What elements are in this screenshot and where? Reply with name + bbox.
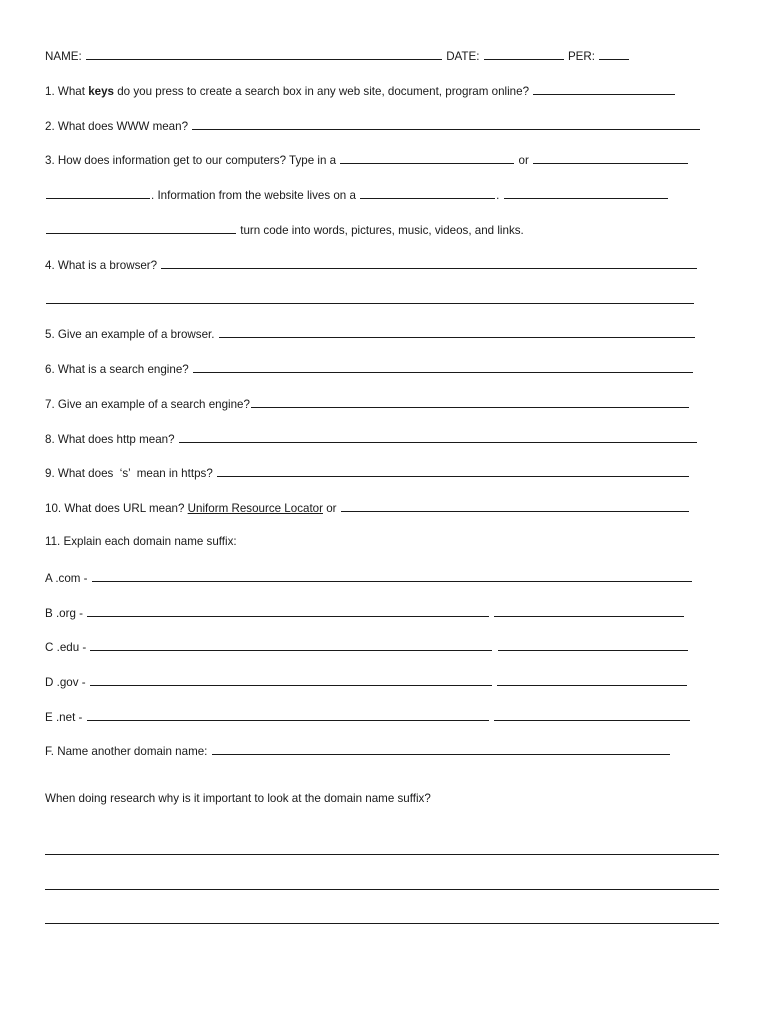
research-blank-2[interactable] xyxy=(45,878,719,890)
question-10 xyxy=(45,500,725,516)
q3-text-a: 3. How does information get to our computers? Type in a xyxy=(45,154,337,167)
suffix-com-blank[interactable] xyxy=(92,570,692,582)
q2-answer-blank[interactable] xyxy=(192,118,700,130)
question-4-cont xyxy=(45,292,725,308)
suffix-gov-blank-2[interactable] xyxy=(497,674,687,686)
suffix-net xyxy=(45,709,725,725)
research-question xyxy=(45,792,725,806)
suffix-org-blank-2[interactable] xyxy=(494,605,684,617)
question-5 xyxy=(45,326,725,342)
research-answer-line-3 xyxy=(45,912,725,928)
question-3-cont xyxy=(45,187,725,203)
q3-blank-1[interactable] xyxy=(340,152,514,164)
research-blank-3[interactable] xyxy=(45,912,719,924)
q6-text: 6. What is a search engine? xyxy=(45,363,189,376)
suffix-org-blank-1[interactable] xyxy=(87,605,489,617)
suffix-com-label: A .com - xyxy=(45,572,88,585)
q3-or: or xyxy=(518,154,529,167)
q3-blank-3[interactable] xyxy=(46,187,150,199)
q9-answer-blank[interactable] xyxy=(217,465,689,477)
question-8 xyxy=(45,431,725,447)
q4-answer-blank[interactable] xyxy=(161,257,697,269)
q5-answer-blank[interactable] xyxy=(219,326,695,338)
q10-or: or xyxy=(326,502,337,515)
suffix-net-blank-2[interactable] xyxy=(494,709,690,721)
q10-answer-blank[interactable] xyxy=(341,500,689,512)
suffix-org-label: B .org - xyxy=(45,607,84,620)
question-3-cont-2 xyxy=(45,222,725,238)
q3-blank-2[interactable] xyxy=(533,152,688,164)
suffix-edu-blank-2[interactable] xyxy=(498,639,688,651)
suffix-com xyxy=(45,570,725,586)
q2-text: 2. What does WWW mean? xyxy=(45,120,189,133)
question-11 xyxy=(45,535,725,549)
suffix-other-label: F. Name another domain name: xyxy=(45,745,208,758)
q6-answer-blank[interactable] xyxy=(193,361,693,373)
suffix-edu xyxy=(45,639,725,655)
q7-answer-blank[interactable] xyxy=(251,396,689,408)
research-question-text: When doing research why is it important to look at the domain name suffix? xyxy=(45,792,431,805)
q1-text-end: do you press to create a search box in any web site, document, program online? xyxy=(117,85,530,98)
suffix-other-blank[interactable] xyxy=(212,743,670,755)
q4-answer-blank-2[interactable] xyxy=(46,292,694,304)
q4-text: 4. What is a browser? xyxy=(45,259,158,272)
per-blank[interactable] xyxy=(599,48,629,60)
date-label: DATE: xyxy=(446,50,480,63)
per-label: PER: xyxy=(567,50,595,63)
header-line xyxy=(45,48,725,64)
q3-blank-6[interactable] xyxy=(46,222,236,234)
suffix-net-blank-1[interactable] xyxy=(87,709,489,721)
q11-text: 11. Explain each domain name suffix: xyxy=(45,535,237,548)
q9-text: 9. What does ‘s’ mean in https? xyxy=(45,467,213,480)
question-3 xyxy=(45,152,725,168)
q8-answer-blank[interactable] xyxy=(179,431,697,443)
suffix-gov xyxy=(45,674,725,690)
question-9 xyxy=(45,465,725,481)
q1-bold-word: keys xyxy=(88,85,114,98)
question-6 xyxy=(45,361,725,377)
question-1 xyxy=(45,83,725,99)
suffix-gov-label: D .gov - xyxy=(45,676,86,689)
q3-blank-4[interactable] xyxy=(360,187,495,199)
research-blank-1[interactable] xyxy=(45,843,719,855)
q3-blank-5[interactable] xyxy=(504,187,668,199)
research-answer-line-2 xyxy=(45,878,725,894)
q10-sample-answer: Uniform Resource Locator xyxy=(187,502,323,515)
q3-text-b: . Information from the website lives on a xyxy=(151,189,356,202)
suffix-net-label: E .net - xyxy=(45,711,83,724)
q10-text: 10. What does URL mean? xyxy=(45,502,185,515)
name-label: NAME: xyxy=(45,50,82,63)
date-blank[interactable] xyxy=(484,48,564,60)
q7-text: 7. Give an example of a search engine? xyxy=(45,398,250,411)
q3-dot: . xyxy=(496,189,500,202)
q8-text: 8. What does http mean? xyxy=(45,433,175,446)
suffix-other xyxy=(45,743,725,759)
suffix-org xyxy=(45,605,725,621)
q1-text-start: 1. What xyxy=(45,85,85,98)
question-2 xyxy=(45,118,725,134)
name-blank[interactable] xyxy=(86,48,442,60)
question-4 xyxy=(45,257,725,273)
q5-text: 5. Give an example of a browser. xyxy=(45,328,215,341)
suffix-edu-label: C .edu - xyxy=(45,641,87,654)
q3-text-c: turn code into words, pictures, music, videos, and links. xyxy=(240,224,524,237)
question-7 xyxy=(45,396,725,412)
research-answer-line-1 xyxy=(45,843,725,859)
suffix-gov-blank-1[interactable] xyxy=(90,674,492,686)
suffix-edu-blank-1[interactable] xyxy=(90,639,492,651)
q1-answer-blank[interactable] xyxy=(533,83,675,95)
